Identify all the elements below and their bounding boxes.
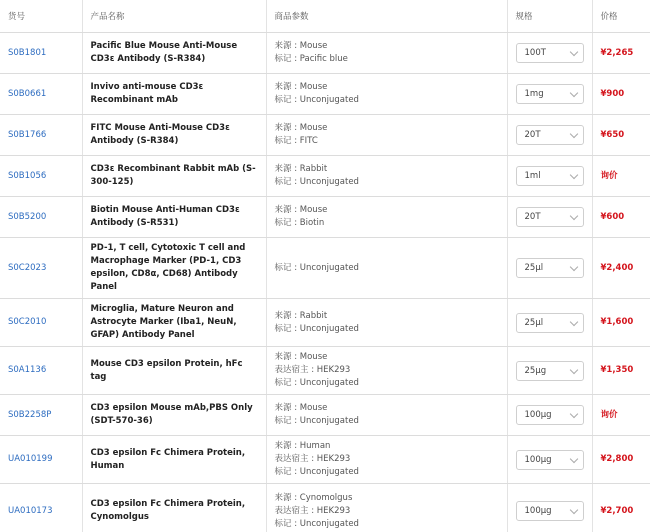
sku-cell [0,484,82,532]
sku-link[interactable]: S0B5200 [8,211,47,222]
param-line: 来源 : Mouse [274,41,328,51]
chevron-down-icon [569,317,577,325]
param-line: 来源 : Mouse [274,205,328,215]
spec-select[interactable] [516,450,584,470]
product-name: CD3 epsilon Mouse mAb,PBS Only (SDT-570-36) [82,395,266,436]
spec-select[interactable] [516,84,584,104]
product-name: Invivo anti-mouse CD3ε Recombinant mAb [82,74,266,115]
chevron-down-icon [569,506,577,514]
table-header [0,0,650,33]
price: 询价 [592,156,650,197]
spec-select-value: 100μg [524,410,552,420]
table-row [0,115,650,156]
product-name: CD3ε Recombinant Rabbit mAb (S-300-125) [82,156,266,197]
sku-link[interactable]: S0B1766 [8,129,47,140]
spec-select-value: 100μg [524,454,552,465]
price: ¥2,265 [592,33,650,74]
spec-cell [507,115,592,156]
param-line: 来源 : Cynomolgus [274,492,353,503]
spec-select[interactable] [516,361,584,381]
spec-select-value: 100μg [524,506,552,516]
chevron-down-icon [569,171,577,179]
spec-select-value: 100T [524,48,546,58]
sku-cell [0,33,82,74]
price: ¥2,400 [592,238,650,299]
price: ¥2,800 [592,436,650,484]
param-line: 标记 : Unconjugated [274,467,359,477]
sku-cell [0,395,82,436]
table-row [0,484,650,532]
spec-cell [507,395,592,436]
price: ¥650 [592,115,650,156]
param-line: 标记 : Unconjugated [274,177,359,187]
product-name: Microglia, Mature Neuron and Astrocyte Marker (Iba1, NeuN, GFAP) Antibody Panel [82,299,266,347]
chevron-down-icon [569,263,577,271]
table-row [0,74,650,115]
spec-select[interactable] [516,313,584,333]
product-params [266,238,507,299]
spec-select[interactable] [516,405,584,425]
sku-cell [0,299,82,347]
spec-cell [507,484,592,532]
param-line: 标记 : Unconjugated [274,95,359,105]
param-line: 来源 : Rabbit [274,310,328,321]
price: ¥1,350 [592,347,650,395]
chevron-down-icon [569,365,577,373]
spec-select-value: 25μl [524,317,544,328]
product-name: Mouse CD3 epsilon Protein, hFc tag [82,347,266,395]
table-row [0,395,650,436]
param-line: 来源 : Mouse [274,82,328,92]
param-line: 标记 : Pacific blue [274,54,348,64]
sku-cell [0,74,82,115]
table-row [0,347,650,395]
param-line: 来源 : Mouse [274,123,328,133]
spec-select[interactable] [516,207,584,227]
sku-cell [0,197,82,238]
spec-cell [507,74,592,115]
spec-cell [507,33,592,74]
param-line: 表达宿主 : HEK293 [274,365,351,375]
sku-link[interactable]: UA010173 [8,505,53,516]
table-row [0,238,650,299]
spec-select[interactable] [516,501,584,521]
column-header-params: 商品参数 [266,0,507,33]
product-name: Pacific Blue Mouse Anti-Mouse CD3ε Antibody (S-R384) [82,33,266,74]
price: ¥2,700 [592,484,650,532]
spec-cell [507,299,592,347]
column-header-sku: 货号 [0,0,82,33]
sku-cell [0,347,82,395]
spec-select[interactable] [516,125,584,145]
param-line: 来源 : Human [274,441,331,451]
spec-cell [507,156,592,197]
chevron-down-icon [569,454,577,462]
sku-cell [0,115,82,156]
param-line: 标记 : Unconjugated [274,416,359,426]
table-row [0,436,650,484]
param-line: 标记 : Unconjugated [274,262,359,273]
product-params [266,347,507,395]
spec-select-value: 25μl [524,263,544,273]
sku-link[interactable]: S0C2023 [8,262,47,273]
product-name: PD-1, T cell, Cytotoxic T cell and Macrophage Marker (PD-1, CD3 epsilon, CD8α, CD68) Antibody Panel [82,238,266,299]
sku-link[interactable]: S0B2258P [8,409,52,420]
sku-link[interactable]: S0B0661 [8,88,47,99]
table-row [0,197,650,238]
param-line: 标记 : FITC [274,136,318,146]
spec-select[interactable] [516,166,584,186]
product-params [266,33,507,74]
param-line: 标记 : Unconjugated [274,378,359,388]
spec-select[interactable] [516,43,584,63]
table-body [0,33,650,532]
sku-link[interactable]: S0B1801 [8,47,47,58]
table-row [0,33,650,74]
param-line: 来源 : Mouse [274,352,328,362]
product-params [266,484,507,532]
table-row [0,299,650,347]
param-line: 来源 : Mouse [274,403,328,413]
spec-select-value: 25μg [524,365,547,376]
table-row [0,156,650,197]
chevron-down-icon [569,89,577,97]
sku-cell [0,238,82,299]
chevron-down-icon [569,48,577,56]
column-header-spec: 规格 [507,0,592,33]
sku-link[interactable]: UA010199 [8,454,53,464]
product-params [266,395,507,436]
chevron-down-icon [569,410,577,418]
product-name: CD3 epsilon Fc Chimera Protein, Cynomolgus [82,484,266,532]
spec-select-value: 20T [524,212,541,222]
product-params [266,436,507,484]
column-header-name: 产品名称 [82,0,266,33]
price: ¥1,600 [592,299,650,347]
product-params [266,156,507,197]
param-line: 标记 : Unconjugated [274,323,359,334]
product-params [266,115,507,156]
product-name: FITC Mouse Anti-Mouse CD3ε Antibody (S-R384) [82,115,266,156]
product-params [266,197,507,238]
chevron-down-icon [569,212,577,220]
spec-select-value: 1mg [524,89,544,99]
param-line: 来源 : Rabbit [274,164,328,174]
param-line: 标记 : Unconjugated [274,518,359,529]
chevron-down-icon [569,130,577,138]
spec-cell [507,197,592,238]
product-params [266,299,507,347]
product-params [266,74,507,115]
price: ¥900 [592,74,650,115]
spec-cell [507,347,592,395]
param-line: 标记 : Biotin [274,218,325,228]
sku-cell [0,436,82,484]
sku-link[interactable]: S0C2010 [8,317,47,327]
price: ¥600 [592,197,650,238]
param-line: 表达宿主 : HEK293 [274,505,351,516]
spec-select-value: 1ml [524,171,541,181]
spec-select[interactable] [516,258,584,278]
spec-select-value: 20T [524,130,541,140]
sku-cell [0,156,82,197]
spec-cell [507,436,592,484]
column-header-price: 价格 [592,0,650,33]
spec-cell [507,238,592,299]
param-line: 表达宿主 : HEK293 [274,454,351,464]
product-name: Biotin Mouse Anti-Human CD3ε Antibody (S-R531) [82,197,266,238]
product-name: CD3 epsilon Fc Chimera Protein, Human [82,436,266,484]
price: 询价 [592,395,650,436]
sku-link[interactable]: S0A1136 [8,365,47,375]
sku-link[interactable]: S0B1056 [8,170,47,181]
